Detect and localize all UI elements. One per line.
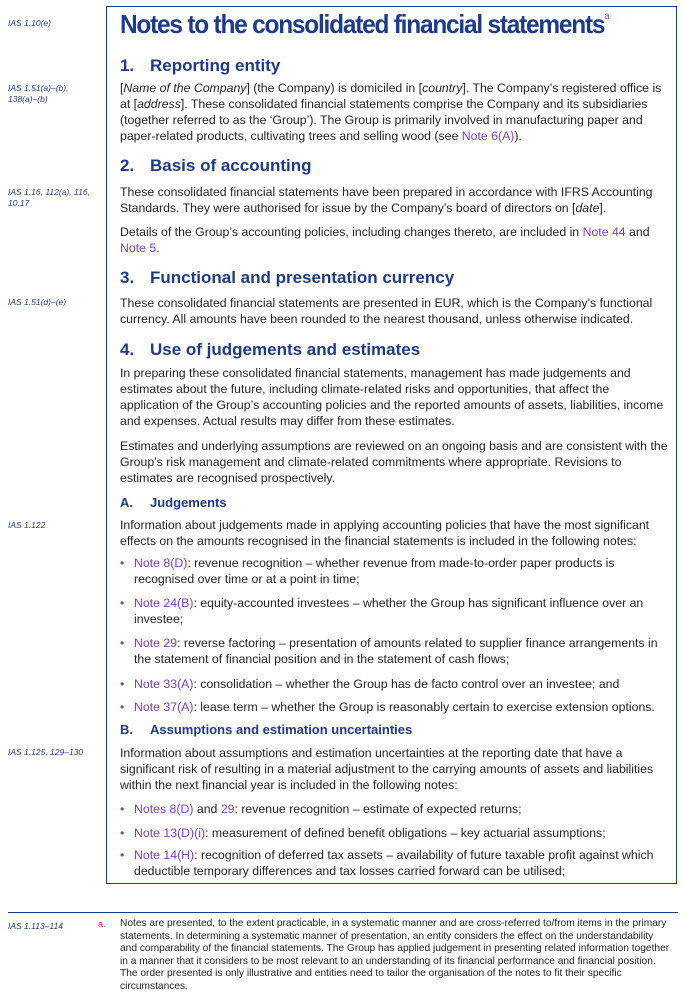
list-item (120, 595, 668, 627)
section-title: Functional and presentation currency (150, 268, 455, 287)
bullet-icon: • (120, 802, 125, 816)
bullet-icon: • (120, 596, 125, 610)
text: [ (120, 81, 124, 95)
ref-ias-1-51de: IAS 1.51(d)–(e) (8, 297, 67, 307)
section-number: 1. (120, 56, 135, 75)
text: . (156, 241, 160, 255)
footnote-text: Notes are presented, to the extent practicable, in a systematic manner and are cross-referred to/from items in the primary statements. In determining a systematic manner of presentation, an entity considers the effect on the understandability and comparability of the financial statements. The Group has applied judgement in presenting related information together in a manner that it considers to be most relevant to an understanding of its financial performance and financial position. The order presented is only illustrative and entities need to tailor the organisation of the notes to fit their specific circumstances. (120, 918, 670, 992)
list-item-text: : revenue recognition – whether revenue from made-to-order paper products is recognised over time or at a point in time; (134, 556, 615, 586)
list-item (120, 847, 668, 879)
bullet-icon: • (120, 677, 125, 691)
bullet-icon: • (120, 848, 125, 862)
note-8d-link[interactable]: Note 8(D) (134, 556, 188, 570)
section-number: 4. (120, 340, 135, 359)
section-4-paragraph-1: In preparing these consolidated financial statements, management has made judgements and estimates about the future, including climate-related risks and opportunities, that affect the application of the Group’s accounting policies and the reported amounts of assets, liabilities, income and expenses. Actual results may differ from these estimates. (120, 366, 664, 428)
section-1-paragraph (120, 80, 668, 144)
text: ]. The Company’s registered office is at [ (120, 81, 662, 111)
subsection-title: Judgements (150, 495, 227, 510)
title-footnote-mark[interactable]: a (604, 11, 610, 22)
list-item (120, 801, 668, 817)
subsection-a-paragraph: Information about judgements made in applying accounting policies that have the most significant effects on the amounts recognised in the financial statements is included in the following notes: (120, 518, 650, 548)
note-29-link[interactable]: Note 29 (134, 636, 178, 650)
bullet-icon: • (120, 700, 125, 714)
note-24b-link[interactable]: Note 24(B) (134, 596, 194, 610)
text: and (193, 802, 221, 816)
placeholder-country: country (422, 81, 463, 95)
note-13di-link[interactable]: Note 13(D)(i) (134, 826, 206, 840)
subsection-letter: B. (120, 722, 133, 737)
page-title-text: Notes to the consolidated financial statements (120, 9, 605, 39)
notes-8d-link[interactable]: Notes 8(D) (134, 802, 194, 816)
ref-ias-1-113: IAS 1.113–114 (8, 921, 63, 931)
note-6a-link[interactable]: Note 6(A) (461, 129, 515, 143)
text: Details of the Group’s accounting policies, including changes thereto, are included in (120, 225, 583, 239)
subsection-a-heading (120, 495, 227, 510)
section-1-heading (120, 56, 280, 76)
section-number: 3. (120, 268, 135, 287)
text: ). (514, 129, 522, 143)
placeholder-date: date (575, 201, 600, 215)
text: ]. These consolidated financial statements comprise the Company and its subsidiaries (together referred to as the ‘Group’). The Group is primarily involved in manufacturing paper and paper-related products, cultivating trees and selling wood (see (120, 97, 648, 143)
ref-ias-1-51ab (8, 83, 68, 104)
note-14h-link[interactable]: Note 14(H) (134, 848, 195, 862)
note-29-link[interactable]: 29 (220, 802, 235, 816)
ref-ias-1-16 (8, 187, 90, 208)
text: ] (the Company) is domiciled in [ (246, 81, 423, 95)
footnote-divider (8, 912, 678, 913)
text: and (625, 225, 650, 239)
ref-ias-1-10e: IAS 1.10(e) (8, 18, 51, 28)
subsection-title: Assumptions and estimation uncertainties (150, 722, 413, 737)
note-33a-link[interactable]: Note 33(A) (134, 677, 194, 691)
note-44-link[interactable]: Note 44 (582, 225, 626, 239)
ref-line: IAS 1.16, 112(a), 116, (8, 187, 90, 197)
section-3-paragraph: These consolidated financial statements are presented in EUR, which is the Company’s functional currency. All amounts have been rounded to the nearest thousand, unless otherwise indicated. (120, 296, 653, 326)
list-item (120, 676, 668, 692)
bullet-icon: • (120, 556, 125, 570)
placeholder-address: address (137, 97, 181, 111)
note-37a-link[interactable]: Note 37(A) (134, 700, 194, 714)
footnote-mark: a. (98, 919, 106, 929)
placeholder-company-name: Name of the Company (123, 81, 247, 95)
text: ]. (599, 201, 607, 215)
list-item-text: : equity-accounted investees – whether the Group has significant influence over an investee; (134, 596, 644, 626)
section-title: Reporting entity (150, 56, 281, 75)
ref-line: 138(a)–(b) (8, 93, 48, 104)
list-item (120, 555, 668, 587)
subsection-letter: A. (120, 495, 133, 510)
section-2-heading (120, 156, 312, 176)
page-title (120, 9, 610, 40)
list-item (120, 699, 668, 715)
list-item-text: : revenue recognition – estimate of expected returns; (234, 802, 522, 816)
section-title: Basis of accounting (150, 156, 312, 175)
section-4-heading (120, 340, 420, 360)
list-item-text: : lease term – whether the Group is reasonably certain to exercise extension options. (193, 700, 655, 714)
section-2-paragraph-2 (120, 224, 668, 256)
bullet-icon: • (120, 826, 125, 840)
list-item-text: : reverse factoring – presentation of amounts related to supplier finance arrangements in the statement of financial position and in the statement of cash flows; (134, 636, 658, 666)
list-item-text: : recognition of deferred tax assets – availability of future taxable profit against which deductible temporary differences and tax losses carried forward can be utilised; (134, 848, 654, 878)
ref-ias-1-125: IAS 1.125, 129–130 (8, 747, 84, 757)
list-item-text: : consolidation – whether the Group has de facto control over an investee; and (193, 677, 620, 691)
list-item (120, 825, 668, 841)
text: These consolidated financial statements have been prepared in accordance with IFRS Accounting Standards. They were authorised for issue by the Company’s board of directors on [ (120, 185, 653, 215)
ref-line: IAS 1.51(a)–(b), (8, 83, 69, 93)
section-2-paragraph-1 (120, 184, 668, 216)
note-5-link[interactable]: Note 5 (120, 241, 157, 255)
section-4-paragraph-2: Estimates and underlying assumptions are reviewed on an ongoing basis and are consistent with the Group’s risk management and climate-related commitments where appropriate. Revisions to estimates are recognised prospectively. (120, 439, 668, 485)
section-number: 2. (120, 156, 135, 175)
section-3-heading (120, 268, 454, 288)
section-title: Use of judgements and estimates (150, 340, 421, 359)
subsection-b-heading (120, 722, 412, 737)
list-item (120, 635, 668, 667)
ref-line: 10.17 (8, 197, 30, 208)
list-item-text: : measurement of defined benefit obligations – key actuarial assumptions; (205, 826, 606, 840)
bullet-icon: • (120, 636, 125, 650)
ref-ias-1-122: IAS 1.122 (8, 520, 46, 530)
subsection-b-paragraph: Information about assumptions and estimation uncertainties at the reporting date that have a significant risk of resulting in a material adjustment to the carrying amounts of assets and liabilities within the next financial year is included in the following notes: (120, 746, 654, 792)
